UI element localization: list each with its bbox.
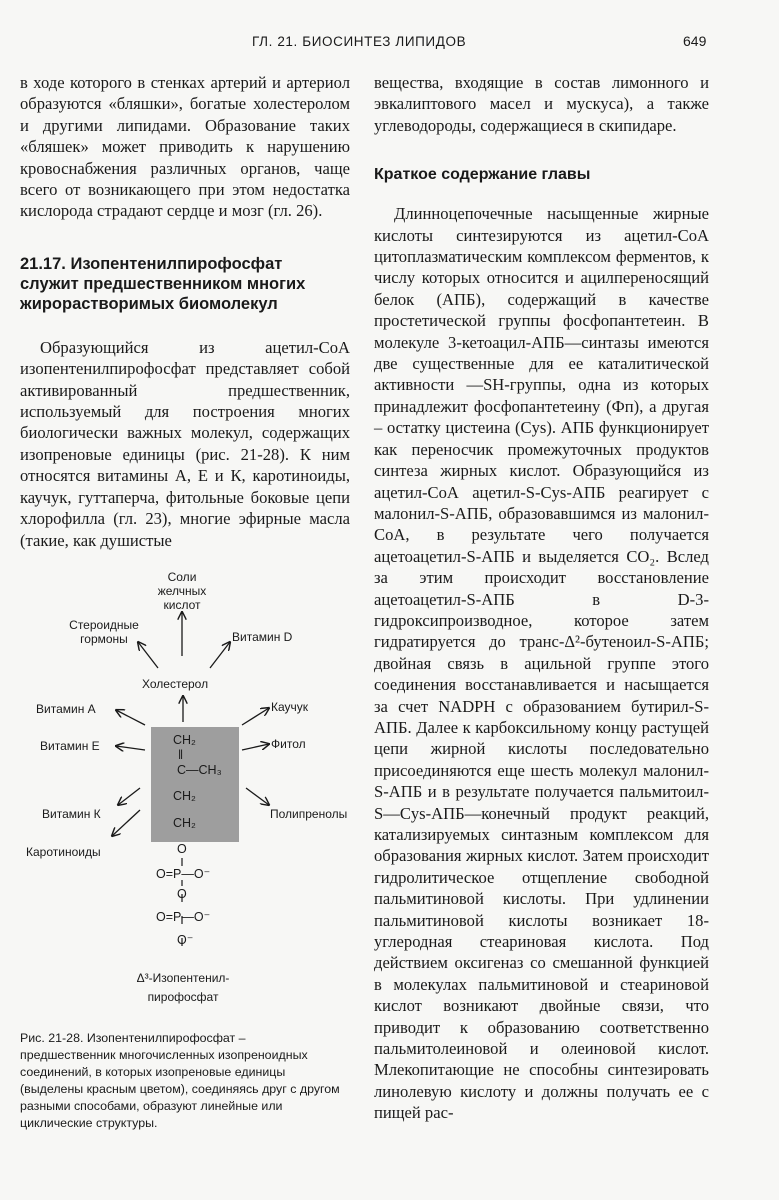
figure-caption: Рис. 21-28. Изопентенилпирофосфат – предшественник многочисленных изопреноидных соединений, в которых изопреновые единицы (выделены красным цветом), соединяясь друг с другом разными способами, образуют линейные или циклические структуры. (20, 1031, 340, 1130)
arrow-to-vitamin-d (210, 642, 230, 668)
chem-phosphate-2: O=P—O⁻ (156, 910, 211, 924)
arrow-to-polyprenols (246, 788, 269, 805)
right-continuation-paragraph: вещества, входящие в состав лимонного и эвкалиптового масел и мускуса), а также углеводороды, содержащиеся в скипидаре. (374, 73, 709, 135)
running-head: ГЛ. 21. БИОСИНТЕЗ ЛИПИДОВ (252, 34, 467, 49)
chem-ch2-bottom: CH₂ (173, 816, 196, 830)
label-phytol: Фитол (271, 737, 306, 751)
label-bile-salts: Соли желчных кислот (157, 570, 207, 612)
label-polyprenols: Полипренолы (270, 807, 348, 821)
arrow-to-phytol (242, 744, 269, 750)
chem-o-minus: O⁻ (177, 933, 194, 947)
label-compound-name: Δ³-Изопентенил-пирофосфат (136, 971, 230, 1004)
arrow-to-vitamin-k (118, 788, 140, 805)
chem-o-1: O (177, 842, 187, 856)
arrow-to-vitamin-a (116, 710, 145, 725)
left-continuation-paragraph: в ходе которого в стенках артерий и артериол образуются «бляшки», богатые холестеролом и другими липидами. Образование таких «бляшек» может приводить к нарушению кровоснабжения различных органов, чаще всего от возникающего при этом недостатка кислорода страдают сердце и мозг (гл. 26). (20, 73, 350, 221)
summary-paragraph: Длинноцепочечные насыщенные жирные кислоты синтезируются из ацетил-СоА цитоплазматическим комплексом ферментов, к числу которых относится и ацилпереносящий белок (АПБ), содержащий в качестве простетической группы фосфопантетеин. В молекуле 3-кетоацил-АПБ—синтазы имеются две существенные для ее каталитической активности —SH-группы, одна из которых принадлежит фосфопантетеину (Фп), а другая – остатку цистеина (Cys). АПБ функционирует как переносчик промежуточных продуктов синтеза жирных кислот. Образующийся из ацетил-СоА ацетил-S-Cys-АПБ реагирует с малонил-S-АПБ, образовавшимся из малонил-СоА, в результате чего получается ацетоацетил-S-АПБ и выделяется CO₂. Вслед за этим происходит восстановление ацетоацетил-S-АПБ в D-3-гидроксипроизводное, которое затем гидратируется до транс-Δ²-бутеноил-S-АПБ; двойная связь в ацильной группе этого соединения восстанавливается и насыщается за счет NADPH с образованием бутирил-S-АПБ. Далее к карбоксильному концу растущей цепи жирной кислоты последовательно присоединяются еще шесть молекул малонил-S-АПБ и в результате получается пальмитоил-S—Cys-АПБ—конечный продукт реакций, катализируемых синтазным комплексом для образования жирных кислот. Затем происходит гидролитическое отщепление свободной пальмитиновой кислоты. При удлинении пальмитиновой кислоты возникает 18-углеродная стеариновая кислота. Под действием оксигеназ со смешанной функцией в молекулах пальмитиновой и стеариновой кислот возникают двойные связи, что приводит к образованию соответственно пальмитолеиновой и олеиновой кислот. Млекопитающие не способны синтезировать линолевую кислоту и должны получать ее с пищей рас- (374, 204, 709, 1123)
section-heading: 21.17. Изопентенилпирофосфат служит предшественником многих жирорастворимых биомолекул (20, 254, 306, 313)
chem-o-2: O (177, 887, 187, 901)
chem-ch2-top: CH₂ (173, 733, 196, 747)
label-vitamin-k: Витамин К (42, 807, 101, 821)
chem-double-bond: ‖ (178, 748, 184, 762)
chem-c-ch3: C—CH₃ (177, 763, 222, 777)
summary-heading: Краткое содержание главы (374, 166, 591, 184)
label-rubber: Каучук (271, 700, 309, 714)
label-vitamin-d: Витамин D (232, 630, 293, 644)
label-vitamin-e: Витамин Е (40, 739, 100, 753)
arrow-to-carotenoids (112, 810, 140, 836)
right-column (374, 72, 709, 1124)
left-column (20, 72, 350, 551)
arrow-to-rubber (242, 708, 269, 725)
label-carotenoids: Каротиноиды (26, 845, 101, 859)
section-paragraph: Образующийся из ацетил-СоА изопентенилпирофосфат представляет собой активированный предшественник, используемый для построения многих биологически важных молекул, содержащих изопреновые единицы (рис. 21-28). К ним относятся витамины А, Е и К, каротиноиды, каучук, гуттаперча, фитольные боковые цепи хлорофилла (гл. 23), многие эфирные масла (такие, как душистые (20, 337, 350, 550)
isoprenoid-figure (20, 560, 370, 1020)
label-cholesterol: Холестерол (142, 677, 209, 691)
label-vitamin-a: Витамин А (36, 702, 96, 716)
chem-phosphate-1: O=P—O⁻ (156, 867, 211, 881)
label-steroid-hormones: Стероидные гормоны (69, 618, 139, 646)
chem-ch2-mid: CH₂ (173, 789, 196, 803)
page-number: 649 (683, 33, 707, 49)
arrow-to-vitamin-e (116, 746, 145, 750)
